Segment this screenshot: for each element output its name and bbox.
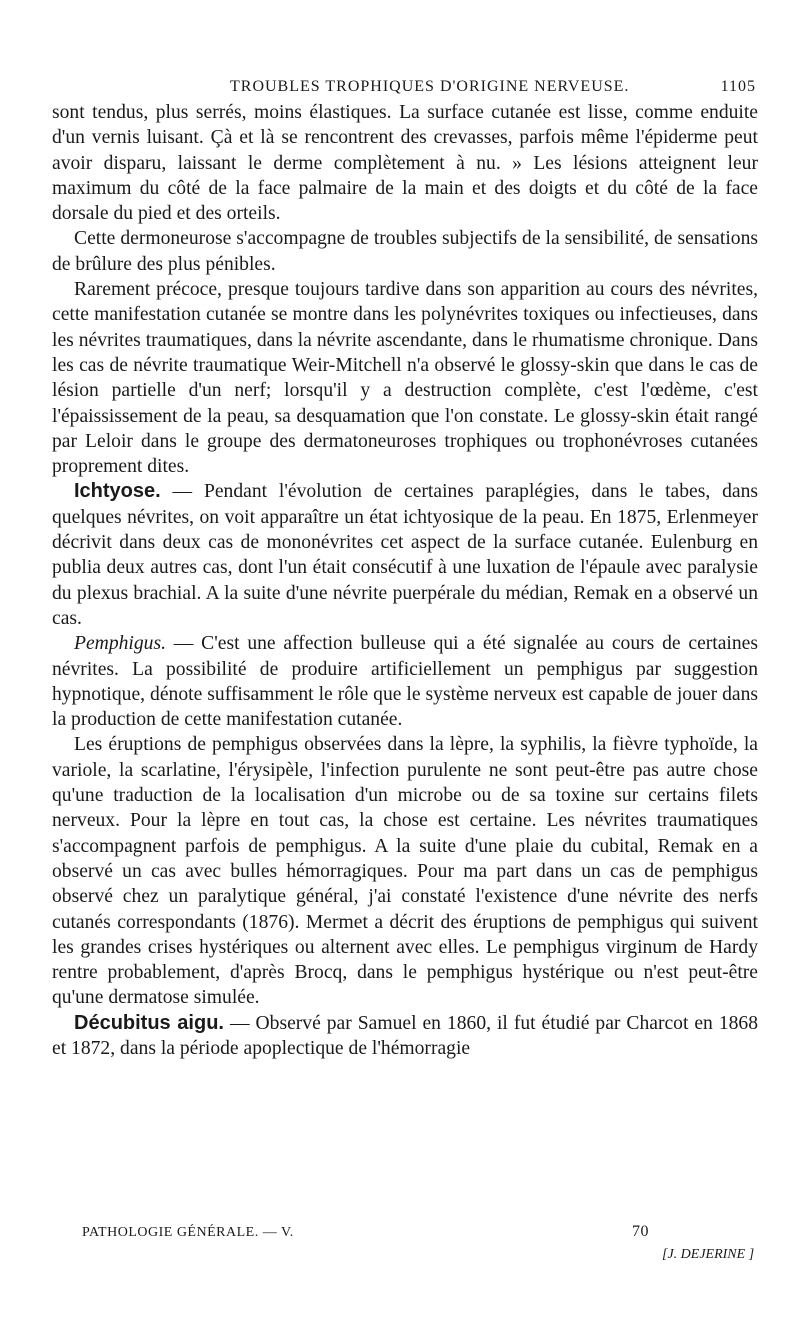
- body-text: [52, 100, 758, 1061]
- sheet-number: 70: [632, 1223, 649, 1240]
- section-heading-pemphigus: Pemphigus.: [74, 633, 166, 655]
- section-heading-decubitus: Décubitus aigu.: [74, 1011, 224, 1034]
- paragraph: sont tendus, plus serrés, moins élastiques. La surface cutanée est lisse, comme enduite d'un vernis luisant. Çà et là se rencontrent des crevasses, parfois même l'épiderme peut avoir disparu, laissant le derme complètement à nu. » Les lésions atteignent leur maximum du côté de la face palmaire de la main et des doigts et du côté de la face dorsale du pied et des orteils.: [52, 102, 758, 225]
- paragraph: [52, 631, 758, 732]
- paragraph: [52, 479, 758, 631]
- paragraph-text: — Pendant l'évolution de certaines paraplégies, dans le tabes, dans quelques névrites, on voit apparaître un état ichtyosique de la peau. En 1875, Erlenmeyer décrivit dans deux cas de mononévrites cet aspect de la surface cutanée. Eulenburg en publia deux autres cas, dont l'un était consécutif à une luxation de l'épaule avec paralysie du plexus brachial. A la suite d'une névrite puerpérale du médian, Remak en a observé un cas.: [52, 481, 758, 629]
- footer-signature: PATHOLOGIE GÉNÉRALE. — V.: [82, 1225, 294, 1240]
- footer: [82, 1225, 702, 1241]
- section-heading-ichtyose: Ichtyose.: [74, 480, 161, 503]
- paragraph: [52, 1011, 758, 1062]
- running-head: [230, 78, 756, 96]
- paragraph-text: — Observé par Samuel en 1860, il fut étudié par Charcot en 1868 et 1872, dans la période apoplectique de l'hémorragie: [52, 1012, 759, 1059]
- paragraph: Rarement précoce, presque toujours tardive dans son apparition au cours des névrites, cette manifestation cutanée se montre dans les polynévrites toxiques ou infectieuses, dans les névrites traumatiques, dans la névrite ascendante, dans le rhumatisme chronique. Dans les cas de névrite traumatique Weir-Mitchell n'a observé le glossy-skin que dans le cas de lésion partielle d'un nerf; lorsqu'il y a destruction complète, c'est l'œdème, c'est l'épaississement de la peau, sa desquamation que l'on constate. Le glossy-skin était rangé par Leloir dans le groupe des dermatoneuroses trophiques ou trophonévroses cutanées proprement dites.: [52, 279, 758, 478]
- page-number: 1105: [720, 78, 756, 95]
- paragraph: Cette dermoneurose s'accompagne de troubles subjectifs de la sensibilité, de sensations de brûlure des plus pénibles.: [52, 228, 758, 275]
- paragraph: Les éruptions de pemphigus observées dans la lèpre, la syphilis, la fièvre typhoïde, la variole, la scarlatine, l'érysipèle, l'infection purulente ne sont peut-être pas autre chose qu'une traduction de la localisation d'un microbe ou de sa toxine sur certains filets nerveux. Pour la lèpre en tout cas, la chose est certaine. Les névrites traumatiques s'accompagnent parfois de pemphigus. A la suite d'une plaie du cubital, Remak en a observé un cas avec bulles hémorragiques. Pour ma part dans un cas de pemphigus observé chez un paralytique général, j'ai constaté l'existence d'une névrite des nerfs cutanés correspondants (1876). Mermet a décrit des éruptions de pemphigus qui suivent les grandes crises hystériques ou alternent avec elles. Le pemphigus virginum de Hardy rentre probablement, d'après Brocq, dans le pemphigus hystérique ou n'est peut-être qu'une dermatose simulée.: [52, 734, 758, 1009]
- paragraph-text: — C'est une affection bulleuse qui a été signalée au cours de certaines névrites. La possibilité de produire artificiellement un pemphigus par suggestion hypnotique, dénote suffisamment le rôle que le système nerveux est capable de jouer dans la production de cette manifestation cutanée.: [52, 633, 758, 731]
- printer-mark: [J. DEJERINE ]: [662, 1247, 755, 1262]
- running-title: TROUBLES TROPHIQUES D'ORIGINE NERVEUSE.: [230, 78, 630, 95]
